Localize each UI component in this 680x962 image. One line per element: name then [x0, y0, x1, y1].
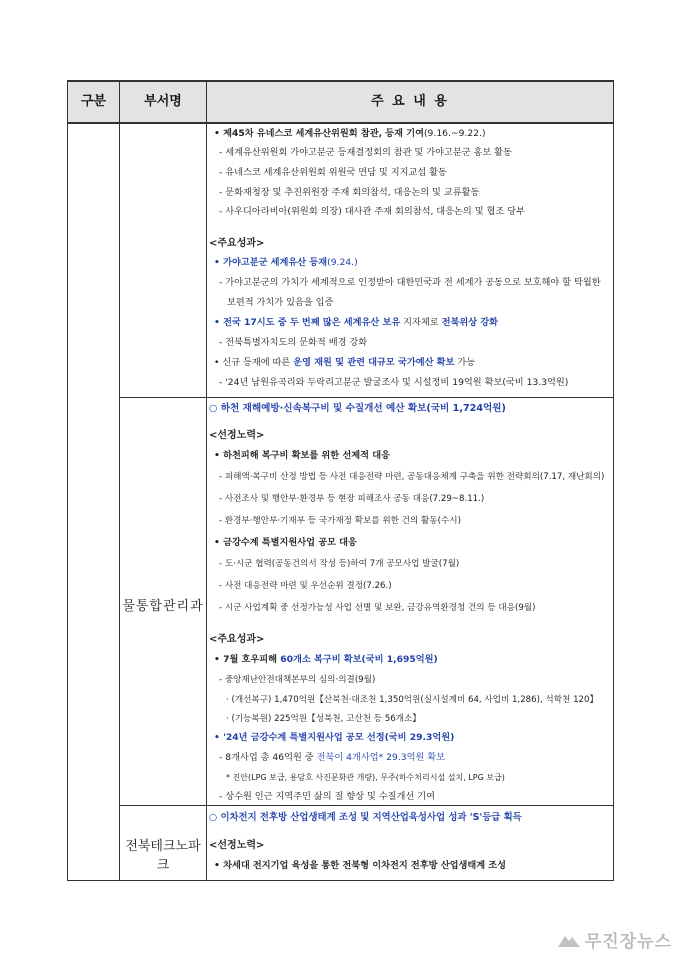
header-dept: 부서명	[144, 94, 182, 109]
heritage-result-2-sub: - 전북특별자치도의 문화적 배경 강화	[219, 337, 368, 348]
water-effort-2-sub: - 시군 사업계획 중 선정가능성 사업 선별 및 보완, 금강유역환경청 건의 등 대응(9월)	[219, 603, 536, 613]
water-effort-2-sub: - 사전 대응전략 마련 및 우선순위 결정(7.26.)	[219, 581, 392, 591]
heritage-item-title: • 제45차 유네스코 세계유산위원회 참관, 등재 기여(9.16.~9.22.)	[214, 128, 486, 139]
heritage-result-1-sub: - 가야고분군의 가치가 세계적으로 인정받아 대한민국과 전 세계가 공동으로 보호해야 할 탁월한	[219, 277, 601, 288]
header-content: 주 요 내 용	[371, 94, 449, 109]
water-effort-1-sub: - 피해액·복구비 산정 방법 등 사전 대응전략 마련, 공동대응체계 구축을 위한 전략회의(7.17, 재난회의)	[219, 472, 605, 482]
water-result-2-sub: - 8개사업 총 46억원 중 전북이 4개사업* 29.3억원 확보	[219, 752, 446, 763]
techno-effort-1: • 차세대 전지기업 육성을 통한 전북형 이차전지 전후방 산업생태계 조성	[214, 860, 507, 871]
water-effort-1-sub: - 사전조사 및 행안부·환경부 등 현장 피해조사 공동 대응(7.29~8.11.)	[219, 494, 485, 504]
row-divider-techno	[119, 805, 614, 806]
dept-water: 물통합관리과	[122, 599, 204, 614]
watermark-text: 무진장뉴스	[584, 932, 672, 952]
heritage-sub: - 세계유산위원회 가야고분군 등재결정회의 참관 및 가야고분군 홍보 활동	[219, 147, 512, 158]
water-result-1-detail: · (기능복원) 225억원【성북천, 고산천 등 56개소】	[226, 714, 421, 724]
heritage-result-1: • 가야고분군 세계유산 등재(9.24.)	[214, 257, 358, 268]
water-result-1-detail: · (개선복구) 1,470억원【산북천·대조천 1,350억원(실시설계비 64, 사업비 1,286), 석학천 120】	[226, 695, 599, 705]
techno-headline: ○ 이차전지 전후방 산업생태계 조성 및 지역산업육성사업 성과 'S'등급 획득	[209, 812, 522, 823]
row-divider-water	[119, 397, 614, 398]
water-results-heading: <주요성과>	[209, 634, 265, 645]
heritage-sub: - 유네스코 세계유산위원회 위원국 면담 및 지지교섭 활동	[219, 167, 447, 178]
water-headline: ○ 하천 재해예방·신속복구비 및 수질개선 예산 확보(국비 1,724억원)	[209, 403, 506, 414]
heritage-result-1-sub-cont: 보편적 가치가 있음을 입증	[227, 297, 334, 308]
water-result-2-sub: - 상수원 인근 지역주민 삶의 질 향상 및 수질개선 기여	[219, 791, 435, 802]
column-divider-1	[119, 80, 120, 881]
table-border-right	[613, 80, 614, 881]
table-border-left	[67, 80, 68, 881]
techno-effort-heading: <선정노력>	[209, 840, 265, 851]
water-effort-heading: <선정노력>	[209, 430, 265, 441]
table-border-bottom	[67, 880, 614, 881]
water-effort-2-sub: - 도·시군 협력(공동건의서 작성 등)하여 7개 공모사업 발굴(7월)	[219, 559, 460, 569]
header-category: 구분	[80, 94, 107, 109]
mountain-icon	[557, 932, 581, 948]
column-divider-2	[206, 80, 207, 881]
heritage-sub: - 사우디아라비아(위원회 의장) 대사관 주재 회의참석, 대응논의 및 협조 당부	[219, 206, 525, 217]
dept-techno: 전북테크노파크	[125, 839, 201, 873]
heritage-result-3: • 신규 등재에 따른 운영 재원 및 관련 대규모 국가예산 확보 가능	[214, 357, 476, 368]
water-result-2-note: * 진안(LPG 보급, 용담호 사진문화관 개량), 무주(하수처리시설 설치, LPG 보급)	[226, 773, 505, 782]
water-effort-1: • 하천피해 복구비 확보를 위한 선제적 대응	[214, 450, 390, 461]
water-effort-2: • 금강수계 특별지원사업 공모 대응	[214, 537, 357, 548]
water-effort-1-sub: - 환경부·행안부·기재부 등 국가재정 확보를 위한 건의 활동(수시)	[219, 516, 461, 526]
water-result-1-sub: - 중앙재난안전대책본부의 심의·의결(9월)	[219, 675, 376, 685]
heritage-sub: - 문화재청장 및 추진위원장 주재 회의참석, 대응논의 및 교류활동	[219, 187, 480, 198]
watermark-logo	[557, 927, 672, 952]
water-result-1: • 7월 호우피해 60개소 복구비 확보(국비 1,695억원)	[214, 654, 438, 665]
heritage-results-heading: <주요성과>	[209, 238, 265, 249]
heritage-result-3-sub: - '24년 남원유곡리와 두락리고분군 발굴조사 및 시설정비 19억원 확보(국비 13.3억원)	[219, 377, 569, 388]
heritage-result-2: • 전국 17시도 중 두 번째 많은 세계유산 보유 지자체로 전북위상 강화	[214, 317, 499, 328]
water-result-2: • '24년 금강수계 특별지원사업 공모 선정(국비 29.3억원)	[214, 732, 455, 743]
